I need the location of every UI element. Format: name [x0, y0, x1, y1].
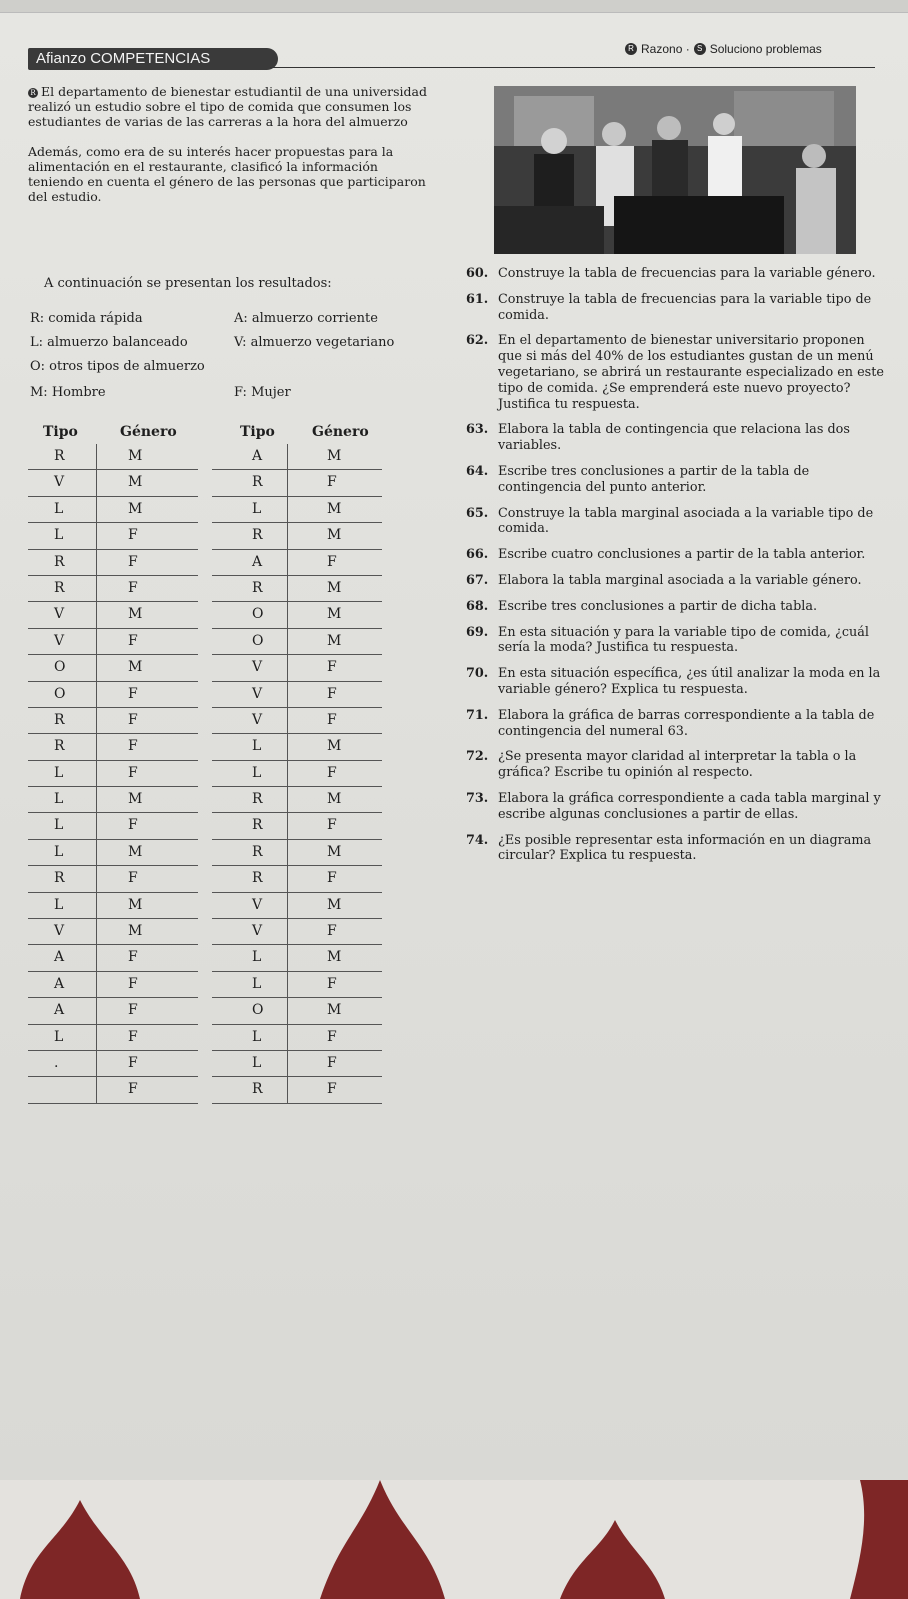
cell-genero: F [128, 764, 138, 781]
table-row [212, 682, 382, 708]
table-row [28, 523, 198, 549]
cell-tipo: R [252, 843, 263, 860]
cell-genero: F [327, 817, 337, 834]
table-row [28, 629, 198, 655]
cell-tipo: R [54, 579, 65, 596]
table-row [28, 1051, 198, 1077]
cell-genero: M [327, 500, 342, 517]
table-row [28, 1077, 198, 1103]
table-row [28, 866, 198, 892]
table-row [212, 576, 382, 602]
cell-genero: F [327, 975, 337, 992]
question-text: Elabora la tabla de contingencia que relaciona las dos variables. [498, 422, 850, 454]
cell-tipo: V [54, 923, 65, 940]
cell-tipo: R [252, 870, 263, 887]
question-number: 69. [466, 624, 489, 640]
table-rows [212, 444, 382, 1104]
question-item [466, 749, 886, 781]
table-rows [28, 444, 198, 1104]
cell-genero: F [327, 659, 337, 676]
table-row [212, 893, 382, 919]
cell-genero: F [327, 474, 337, 491]
cell-genero: F [327, 870, 337, 887]
cell-genero: M [128, 791, 143, 808]
razono-label: Razono · [641, 42, 690, 56]
cell-tipo: R [54, 448, 65, 464]
table-row [212, 1077, 382, 1103]
cell-tipo: R [54, 711, 65, 728]
table-row [28, 550, 198, 576]
cell-genero: M [327, 791, 342, 808]
cell-genero: M [128, 659, 143, 676]
header-tipo: Tipo [240, 424, 275, 440]
question-number: 63. [466, 422, 489, 438]
table-row [28, 972, 198, 998]
cell-genero: F [327, 923, 337, 940]
cell-genero: M [128, 896, 143, 913]
cell-tipo: L [54, 500, 64, 517]
question-text: Elabora la gráfica correspondiente a cada tabla marginal y escribe algunas conclusiones a partir de ellas. [498, 790, 881, 822]
cell-tipo: O [252, 1002, 264, 1019]
table-row [28, 1025, 198, 1051]
table-row [212, 734, 382, 760]
question-number: 70. [466, 666, 489, 682]
legend-v: V: almuerzo vegetariano [234, 335, 395, 350]
table-row [212, 1025, 382, 1051]
cell-tipo: L [54, 764, 64, 781]
table-row [212, 972, 382, 998]
cell-genero: F [327, 1081, 337, 1098]
table-row [28, 708, 198, 734]
cell-tipo: . [54, 1054, 59, 1071]
data-table-right [212, 422, 382, 1104]
cell-tipo: V [252, 711, 263, 728]
question-number: 62. [466, 333, 489, 349]
question-number: 61. [466, 291, 489, 307]
cell-genero: F [128, 527, 138, 544]
cell-genero: F [128, 817, 138, 834]
header-rule [270, 67, 875, 68]
cell-tipo: R [252, 527, 263, 544]
cell-tipo: L [252, 738, 262, 755]
table-header [28, 422, 198, 444]
results-title: A continuación se presentan los resultados: [44, 276, 332, 291]
table-row [28, 813, 198, 839]
competency-tags [625, 42, 822, 56]
soluciono-badge-icon: S [694, 43, 706, 55]
table-row [212, 787, 382, 813]
header-genero: Género [120, 424, 177, 440]
cell-tipo: A [252, 448, 263, 464]
question-item [466, 791, 886, 823]
question-text: Escribe tres conclusiones a partir de la tabla de contingencia del punto anterior. [498, 463, 810, 495]
table-header [212, 422, 382, 444]
question-text: En esta situación y para la variable tipo de comida, ¿cuál sería la moda? Justifica tu respuesta. [498, 624, 870, 656]
legend-m: M: Hombre [30, 385, 106, 400]
cell-tipo: L [252, 1028, 262, 1045]
question-item [466, 547, 886, 563]
intro-paragraph-1: R El departamento de bienestar estudiantil de una universidad realizó un estudio sobre el tipo de comida que consumen los estudiantes de varias de las carreras a la hora del almuerzo [28, 84, 427, 130]
cell-tipo: V [54, 474, 65, 491]
question-number: 73. [466, 790, 489, 806]
table-row [212, 497, 382, 523]
cell-genero: M [128, 474, 143, 491]
cell-tipo: O [54, 685, 66, 702]
razono-bullet-icon: R [28, 88, 38, 98]
table-row [28, 919, 198, 945]
question-item [466, 666, 886, 698]
table-row [212, 840, 382, 866]
intro-paragraph-2: Además, como era de su interés hacer propuestas para la alimentación en el restaurante, clasificó la información teniendo en cuenta el género de las personas que participaron del estudio. [28, 143, 426, 205]
cell-genero: F [128, 1054, 138, 1071]
cell-genero: M [128, 606, 143, 623]
cell-genero: M [327, 949, 342, 966]
table-row [212, 602, 382, 628]
cell-genero: F [327, 764, 337, 781]
legend-o: O: otros tipos de almuerzo [30, 359, 205, 374]
question-text: Construye la tabla marginal asociada a la variable tipo de comida. [498, 505, 874, 537]
cell-tipo: O [252, 606, 264, 623]
cell-genero: M [327, 632, 342, 649]
cell-genero: F [128, 685, 138, 702]
table-row [212, 523, 382, 549]
section-title: Afianzo COMPETENCIAS [28, 48, 278, 70]
table-row [28, 655, 198, 681]
question-text: En esta situación específica, ¿es útil analizar la moda en la variable género? Explica tu respuesta. [498, 666, 881, 697]
cell-tipo: V [252, 685, 263, 702]
table-row [212, 919, 382, 945]
cell-tipo: O [252, 632, 264, 649]
question-item [466, 833, 886, 865]
question-number: 66. [466, 547, 489, 563]
question-number: 64. [466, 463, 489, 479]
cell-tipo: V [252, 923, 263, 940]
cell-tipo: L [54, 843, 64, 860]
cell-genero: M [327, 527, 342, 544]
cell-genero: F [327, 1054, 337, 1071]
cell-tipo: A [54, 1002, 65, 1019]
table-row [28, 761, 198, 787]
table-row [212, 813, 382, 839]
cell-genero: M [128, 923, 143, 940]
table-row [212, 550, 382, 576]
cell-tipo: R [252, 791, 263, 808]
table-row [28, 444, 198, 470]
cell-genero: M [327, 843, 342, 860]
cell-tipo: V [54, 632, 65, 649]
cell-genero: F [128, 579, 138, 596]
question-text: ¿Se presenta mayor claridad al interpretar la tabla o la gráfica? Escribe tu opinión al respecto. [498, 749, 857, 781]
cell-tipo: A [252, 553, 263, 570]
cell-genero: F [128, 1028, 138, 1045]
cell-tipo: A [54, 975, 65, 992]
question-number: 68. [466, 598, 489, 614]
cell-genero: F [128, 738, 138, 755]
table-row [28, 787, 198, 813]
table-row [28, 998, 198, 1024]
cell-tipo: L [252, 500, 262, 517]
cell-tipo: L [252, 975, 262, 992]
cell-genero: M [327, 738, 342, 755]
table-row [212, 708, 382, 734]
question-item [466, 266, 886, 282]
question-number: 65. [466, 505, 489, 521]
question-text: Construye la tabla de frecuencias para la variable tipo de comida. [498, 291, 872, 323]
question-item [466, 464, 886, 496]
cell-genero: F [128, 975, 138, 992]
cell-tipo: R [252, 817, 263, 834]
cell-tipo: R [252, 1081, 263, 1098]
cell-tipo: V [54, 606, 65, 623]
question-text: Elabora la tabla marginal asociada a la variable género. [498, 572, 862, 588]
cell-genero: F [128, 1081, 138, 1098]
cell-genero: F [327, 685, 337, 702]
legend-f: F: Mujer [234, 385, 291, 400]
students-photo [494, 86, 856, 254]
table-row [28, 893, 198, 919]
legend-r: R: comida rápida [30, 311, 143, 326]
cell-tipo: V [252, 659, 263, 676]
cell-genero: F [128, 632, 138, 649]
cell-genero: F [128, 949, 138, 966]
intro-text [28, 84, 438, 218]
table-row [28, 602, 198, 628]
cell-tipo: O [54, 659, 66, 676]
cell-genero: M [128, 500, 143, 517]
table-row [212, 866, 382, 892]
cell-tipo: L [252, 949, 262, 966]
table-row [28, 734, 198, 760]
data-table-left [28, 422, 198, 1104]
legend-a: A: almuerzo corriente [234, 311, 378, 326]
cell-tipo: R [54, 553, 65, 570]
table-row [28, 497, 198, 523]
cell-genero: M [327, 448, 342, 464]
question-text: Escribe tres conclusiones a partir de dicha tabla. [498, 598, 818, 614]
question-text: Escribe cuatro conclusiones a partir de la tabla anterior. [498, 547, 866, 563]
students-eating-image [494, 86, 856, 254]
header-genero: Género [312, 424, 369, 440]
question-list [466, 266, 886, 874]
question-number: 72. [466, 749, 489, 765]
cell-tipo: A [54, 949, 65, 966]
question-text: ¿Es posible representar esta información en un diagrama circular? Explica tu respuesta. [498, 832, 872, 864]
question-number: 71. [466, 707, 489, 723]
cell-genero: F [128, 870, 138, 887]
question-item [466, 599, 886, 615]
cell-genero: F [327, 711, 337, 728]
cell-genero: M [128, 843, 143, 860]
question-number: 67. [466, 572, 489, 588]
legend-l: L: almuerzo balanceado [30, 335, 188, 350]
table-row [212, 998, 382, 1024]
cell-tipo: L [252, 764, 262, 781]
question-text: En el departamento de bienestar universitario proponen que si más del 40% de los estudiantes gustan de un menú vegetariano, se abrirá un restaurante especializado en este tipo de comida. ¿Se emprenderá este nuevo proyecto? Justifica tu respuesta. [498, 333, 884, 412]
question-item [466, 708, 886, 740]
cell-tipo: L [54, 1028, 64, 1045]
question-text: Elabora la gráfica de barras correspondiente a la tabla de contingencia del numeral 63. [498, 707, 875, 739]
cell-tipo: R [54, 870, 65, 887]
question-item [466, 506, 886, 538]
question-item [466, 573, 886, 589]
question-item [466, 292, 886, 324]
table-row [212, 470, 382, 496]
cell-genero: F [327, 553, 337, 570]
table-row [212, 945, 382, 971]
cell-tipo: R [252, 474, 263, 491]
cell-genero: F [128, 553, 138, 570]
cell-tipo: L [54, 896, 64, 913]
cell-genero: M [327, 579, 342, 596]
cell-tipo: L [54, 527, 64, 544]
cell-tipo: R [54, 738, 65, 755]
table-row [212, 444, 382, 470]
table-row [28, 945, 198, 971]
cell-tipo: L [54, 817, 64, 834]
question-number: 74. [466, 832, 489, 848]
table-row [28, 576, 198, 602]
cell-tipo: V [252, 896, 263, 913]
page-top-edge [0, 0, 908, 13]
tablecloth-background [0, 1480, 908, 1599]
table-row [28, 840, 198, 866]
razono-badge-icon: R [625, 43, 637, 55]
question-text: Construye la tabla de frecuencias para la variable género. [498, 266, 876, 281]
cell-genero: M [327, 606, 342, 623]
soluciono-label: Soluciono problemas [709, 42, 822, 56]
cell-genero: F [327, 1028, 337, 1045]
cell-genero: M [327, 1002, 342, 1019]
table-row [212, 655, 382, 681]
cell-tipo: L [54, 791, 64, 808]
cell-genero: M [128, 448, 143, 464]
question-number: 60. [466, 266, 489, 281]
question-item [466, 625, 886, 657]
table-row [212, 1051, 382, 1077]
table-row [28, 682, 198, 708]
question-item [466, 333, 886, 412]
cell-tipo: R [252, 579, 263, 596]
cell-genero: M [327, 896, 342, 913]
cell-tipo: L [252, 1054, 262, 1071]
table-row [28, 470, 198, 496]
table-row [212, 761, 382, 787]
table-row [212, 629, 382, 655]
cell-genero: F [128, 711, 138, 728]
cell-genero: F [128, 1002, 138, 1019]
header-tipo: Tipo [43, 424, 78, 440]
question-item [466, 422, 886, 454]
